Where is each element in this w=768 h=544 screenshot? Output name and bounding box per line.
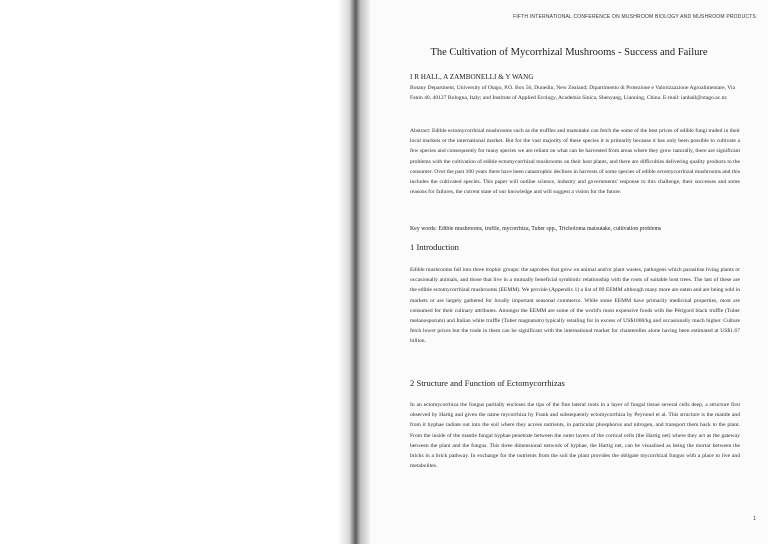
paper-affiliation: Botany Department, University of Otago, P.O. Box 56, Dunedin, New Zealand; Dipartimento di Protezione e Valorizzazione Agroalimentare, Via Fanin 40, 40127 Bologna, Italy; and Institute of Applied Ecology, Academia Sinica, Shenyang, Liaoning, China. E-mail: ianhall@otago.ac.nz bbox=[410, 85, 736, 101]
paper-authors: I R HALL, A ZAMBONELLI & Y WANG bbox=[410, 73, 534, 81]
page-number: 1 bbox=[753, 516, 756, 522]
section-1-paragraph: Edible mushrooms fall into three trophic groups: the saprobes that grow on animal and/or plant wastes, pathogens which parasitise living plants or occasionally animals, and those that live in a mutually beneficial symbiotic relationship with the roots of suitable host trees. The last of these are the edible ectomycorrhizal mushrooms (EEMM). We provide (Appendix 1) a list of 89 EEMM although many more are eaten and are being sold in markets or are largely gathered for locally important seasonal commerce. While some EEMM have primarily medicinal properties, most are consumed for their culinary attributes. Amongst the EEMM are some of the world's most expensive foods with the Périgord black truffle (Tuber melanosporum) and Italian white truffle (Tuber magnatum) typically retailing for in excess of US$1000/kg and occasionally much higher. Culture fetch lower prices but the trade in them can be significant with the international market for chanterelles alone having been estimated at US$1.67 billion. bbox=[410, 267, 740, 345]
section-1-heading: 1 Introduction bbox=[410, 242, 459, 252]
running-head: FIFTH INTERNATIONAL CONFERENCE ON MUSHROOM BIOLOGY AND MUSHROOM PRODUCTS bbox=[513, 14, 756, 20]
abstract-paragraph: Abstract: Edible ectomycorrhizal mushrooms such as the truffles and matsutake can fetch the some of the best prices of edible fungi traded in their local markets or the international market. But for the vast majority of these species it is primarily because it has only been possible to cultivate a few species and consequently for many species we are reliant on what can be harvested from areas where they grow naturally, there are significant problems with the cultivation of edible ectomycorrhizal mushrooms on their host plants, and there are difficulties delivering quality products to the consumer. Over the past 100 years there have been catastrophic declines in harvests of some species of edible ectomycorrhizal mushrooms and this includes the cultivated species. This paper will outline science, industry and governments' response to this challenge, their successes and some reasons for failures, the current state of our knowledge and will suggest a vision for the future. bbox=[410, 128, 740, 196]
paper-title: The Cultivation of Mycorrhizal Mushrooms - Success and Failure bbox=[430, 47, 708, 58]
book-gutter bbox=[338, 0, 370, 544]
section-2-heading: 2 Structure and Function of Ectomycorrhizas bbox=[410, 378, 565, 388]
left-blank-page bbox=[0, 0, 338, 544]
keywords-line: Key words: Edible mushrooms, truffle, mycorrhiza, Tuber spp., Tricholoma matsutake, cultivation problems bbox=[410, 226, 662, 232]
right-page bbox=[370, 0, 768, 544]
section-2-paragraph: In an ectomycorrhiza the fungus partially encloses the tips of the fine lateral roots in a layer of fungal tissue several cells deep, a structure first observed by Hartig and given the name mycorrhiza by Frank and subsequently ectomycorrhiza by Peyronel et al. This structure is the mantle and from it hyphae radiate out into the soil where they access nutrients, in particular phosphorus and nitrogen, and transport them back to the plant. From the inside of the mantle fungal hyphae penetrate between the outer layers of the cortical cells (the Hartig net) where they act as the gateway between the plant and the fungus. This three dimensional network of hyphae, the Hartig net, can be visualised as being the mortar between the bricks in a brick pathway. In exchange for the nutrients from the soil the plant provides the obligate mycorrhizal fungus with a place to live and metabolites. bbox=[410, 402, 740, 470]
